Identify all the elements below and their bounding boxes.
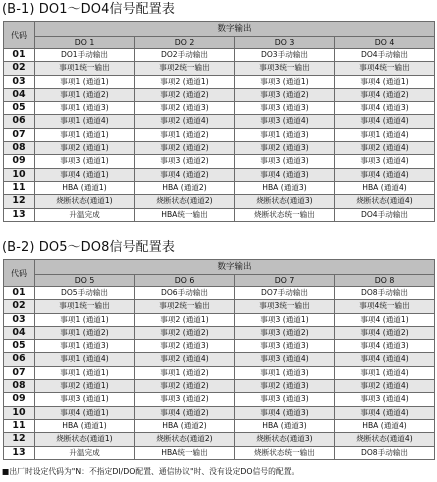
table-cell: 事项1 (通道2) bbox=[135, 366, 235, 379]
table-cell: HBA (通道2) bbox=[135, 181, 235, 194]
table-cell: DO3手动输出 bbox=[235, 49, 335, 62]
row-code: 10 bbox=[4, 168, 35, 181]
table-row bbox=[4, 393, 435, 406]
table-row bbox=[4, 300, 435, 313]
table-cell: DO4手动输出 bbox=[335, 49, 435, 62]
table-cell: 事项2 (通道4) bbox=[135, 115, 235, 128]
column-header: DO 5 bbox=[35, 275, 135, 287]
table-cell: DO5手动输出 bbox=[35, 287, 135, 300]
table-cell: 事项2 (通道1) bbox=[135, 75, 235, 88]
table-row bbox=[4, 380, 435, 393]
table-cell: 事项1 (通道1) bbox=[35, 313, 135, 326]
table-row bbox=[4, 62, 435, 75]
table-cell: 事项2 (通道3) bbox=[135, 340, 235, 353]
table-cell: 事项4 (通道1) bbox=[335, 75, 435, 88]
row-code: 12 bbox=[4, 433, 35, 446]
table-cell: HBA (通道1) bbox=[35, 419, 135, 432]
table-row bbox=[4, 419, 435, 432]
table-cell: HBA统一输出 bbox=[135, 208, 235, 221]
table-cell: 事项3 (通道4) bbox=[335, 155, 435, 168]
table-cell: HBA (通道3) bbox=[235, 181, 335, 194]
table-cell: 事项3 (通道3) bbox=[235, 340, 335, 353]
code-column-header: 代码 bbox=[4, 22, 35, 49]
table-cell: DO1手动输出 bbox=[35, 49, 135, 62]
table-cell: 事项2 (通道3) bbox=[235, 380, 335, 393]
column-header: DO 3 bbox=[235, 37, 335, 49]
row-code: 09 bbox=[4, 155, 35, 168]
table-cell: 事项1 (通道4) bbox=[335, 128, 435, 141]
table-row bbox=[4, 49, 435, 62]
table-cell: 事项3统一输出 bbox=[235, 62, 335, 75]
row-code: 06 bbox=[4, 353, 35, 366]
table-cell: DO8手动输出 bbox=[335, 287, 435, 300]
table-cell: 事项3 (通道2) bbox=[135, 155, 235, 168]
table-row bbox=[4, 102, 435, 115]
table-cell: 事项4统一输出 bbox=[335, 300, 435, 313]
table-cell: 事项4 (通道1) bbox=[335, 313, 435, 326]
table-row bbox=[4, 195, 435, 208]
row-code: 11 bbox=[4, 181, 35, 194]
digital-output-group-header: 数字输出 bbox=[35, 260, 435, 275]
table-cell: HBA统一输出 bbox=[135, 446, 235, 459]
table-row bbox=[4, 181, 435, 194]
column-header: DO 8 bbox=[335, 275, 435, 287]
table-cell: 事项4 (通道4) bbox=[335, 168, 435, 181]
table-row bbox=[4, 208, 435, 221]
table-cell: 烧断状态统一输出 bbox=[235, 446, 335, 459]
row-code: 08 bbox=[4, 380, 35, 393]
table-row bbox=[4, 446, 435, 459]
table-cell: 事项2 (通道4) bbox=[335, 380, 435, 393]
table-cell: 事项1 (通道4) bbox=[335, 366, 435, 379]
table-cell: 事项4 (通道3) bbox=[335, 340, 435, 353]
table-cell: HBA (通道4) bbox=[335, 181, 435, 194]
table-cell: 事项1 (通道4) bbox=[35, 115, 135, 128]
table-row bbox=[4, 313, 435, 326]
table-cell: 烧断状态(通道2) bbox=[135, 195, 235, 208]
row-code: 12 bbox=[4, 195, 35, 208]
table-cell: 事项4 (通道4) bbox=[335, 353, 435, 366]
row-code: 06 bbox=[4, 115, 35, 128]
table-cell: 事项4 (通道4) bbox=[335, 115, 435, 128]
row-code: 09 bbox=[4, 393, 35, 406]
row-code: 13 bbox=[4, 446, 35, 459]
table-row bbox=[4, 366, 435, 379]
table-row bbox=[4, 88, 435, 101]
table-cell: 事项4 (通道3) bbox=[235, 406, 335, 419]
table-cell: 烧断状态(通道4) bbox=[335, 433, 435, 446]
table-cell: 烧断状态(通道1) bbox=[35, 195, 135, 208]
do1-do4-signal-table bbox=[3, 21, 435, 222]
table-cell: 事项2统一输出 bbox=[135, 300, 235, 313]
table-cell: DO2手动输出 bbox=[135, 49, 235, 62]
row-code: 02 bbox=[4, 62, 35, 75]
footnote: ■出厂时设定代码为"N：不指定DI/DO配置、通信协议"时、没有设定DO信号的配置。 bbox=[2, 467, 300, 476]
table-cell: 事项2 (通道2) bbox=[135, 326, 235, 339]
table-cell: 升温完成 bbox=[35, 446, 135, 459]
table-title-b1: (B-1) DO1～DO4信号配置表 bbox=[2, 2, 175, 17]
row-code: 07 bbox=[4, 366, 35, 379]
table-cell: 事项3 (通道2) bbox=[235, 326, 335, 339]
table-cell: 事项3 (通道3) bbox=[235, 155, 335, 168]
row-code: 02 bbox=[4, 300, 35, 313]
row-code: 04 bbox=[4, 88, 35, 101]
column-header: DO 6 bbox=[135, 275, 235, 287]
table-cell: HBA (通道3) bbox=[235, 419, 335, 432]
row-code: 05 bbox=[4, 340, 35, 353]
table-cell: 事项3 (通道1) bbox=[35, 393, 135, 406]
row-code: 03 bbox=[4, 75, 35, 88]
table-cell: 事项3 (通道4) bbox=[235, 353, 335, 366]
code-column-header: 代码 bbox=[4, 260, 35, 287]
table-row bbox=[4, 115, 435, 128]
table-cell: 烧断状态(通道4) bbox=[335, 195, 435, 208]
column-header: DO 1 bbox=[35, 37, 135, 49]
table-cell: 事项1 (通道3) bbox=[235, 128, 335, 141]
table-cell: 烧断状态统一输出 bbox=[235, 208, 335, 221]
row-code: 13 bbox=[4, 208, 35, 221]
table-cell: 事项1 (通道2) bbox=[135, 128, 235, 141]
table-cell: 事项1 (通道3) bbox=[35, 102, 135, 115]
table-cell: 事项3 (通道1) bbox=[35, 155, 135, 168]
table-cell: 事项2 (通道3) bbox=[135, 102, 235, 115]
row-code: 03 bbox=[4, 313, 35, 326]
table-cell: 烧断状态(通道2) bbox=[135, 433, 235, 446]
column-header: DO 2 bbox=[135, 37, 235, 49]
table-row bbox=[4, 168, 435, 181]
table-cell: 事项4 (通道1) bbox=[35, 406, 135, 419]
table-cell: 事项4统一输出 bbox=[335, 62, 435, 75]
table-cell: 事项3 (通道4) bbox=[235, 115, 335, 128]
row-code: 04 bbox=[4, 326, 35, 339]
table-cell: DO6手动输出 bbox=[135, 287, 235, 300]
table-row bbox=[4, 353, 435, 366]
table-cell: 事项4 (通道4) bbox=[335, 406, 435, 419]
table-cell: 事项2 (通道2) bbox=[135, 88, 235, 101]
table-cell: HBA (通道1) bbox=[35, 181, 135, 194]
table-row bbox=[4, 142, 435, 155]
row-code: 05 bbox=[4, 102, 35, 115]
table-cell: 事项4 (通道1) bbox=[35, 168, 135, 181]
table-cell: 事项2 (通道2) bbox=[135, 380, 235, 393]
table-row bbox=[4, 128, 435, 141]
table-cell: 事项3统一输出 bbox=[235, 300, 335, 313]
column-header: DO 7 bbox=[235, 275, 335, 287]
table-cell: 升温完成 bbox=[35, 208, 135, 221]
table-cell: 烧断状态(通道3) bbox=[235, 433, 335, 446]
table-row bbox=[4, 406, 435, 419]
table-cell: 事项2 (通道4) bbox=[335, 142, 435, 155]
table-cell: 事项2 (通道1) bbox=[35, 142, 135, 155]
table-cell: 事项4 (通道2) bbox=[335, 326, 435, 339]
table-cell: 事项2 (通道1) bbox=[135, 313, 235, 326]
table-cell: 事项4 (通道2) bbox=[335, 88, 435, 101]
row-code: 01 bbox=[4, 49, 35, 62]
table-cell: HBA (通道2) bbox=[135, 419, 235, 432]
table-cell: 事项4 (通道2) bbox=[135, 168, 235, 181]
table-cell: DO7手动输出 bbox=[235, 287, 335, 300]
table-cell: HBA (通道4) bbox=[335, 419, 435, 432]
table-row bbox=[4, 433, 435, 446]
digital-output-group-header: 数字输出 bbox=[35, 22, 435, 37]
table-cell: 事项1 (通道2) bbox=[35, 326, 135, 339]
table-cell: 事项4 (通道3) bbox=[335, 102, 435, 115]
table-cell: 事项3 (通道2) bbox=[235, 88, 335, 101]
table-cell: 事项4 (通道3) bbox=[235, 168, 335, 181]
table-cell: 事项1统一输出 bbox=[35, 62, 135, 75]
table-cell: 烧断状态(通道3) bbox=[235, 195, 335, 208]
table-title-b2: (B-2) DO5～DO8信号配置表 bbox=[2, 240, 175, 255]
table-cell: 事项2 (通道1) bbox=[35, 380, 135, 393]
table-row bbox=[4, 155, 435, 168]
table-cell: 事项2 (通道4) bbox=[135, 353, 235, 366]
table-cell: 事项1 (通道1) bbox=[35, 366, 135, 379]
table-cell: 事项1统一输出 bbox=[35, 300, 135, 313]
do5-do8-signal-table bbox=[3, 259, 435, 460]
table-cell: 事项1 (通道1) bbox=[35, 128, 135, 141]
table-cell: DO8手动输出 bbox=[335, 446, 435, 459]
table-cell: 事项1 (通道3) bbox=[235, 366, 335, 379]
table-cell: 事项3 (通道3) bbox=[235, 102, 335, 115]
table-row bbox=[4, 75, 435, 88]
table-row bbox=[4, 326, 435, 339]
table-cell: 事项4 (通道2) bbox=[135, 406, 235, 419]
table-cell: 事项3 (通道1) bbox=[235, 75, 335, 88]
table-cell: DO4手动输出 bbox=[335, 208, 435, 221]
table-cell: 事项2 (通道3) bbox=[235, 142, 335, 155]
row-code: 11 bbox=[4, 419, 35, 432]
table-cell: 事项1 (通道1) bbox=[35, 75, 135, 88]
table-cell: 事项2统一输出 bbox=[135, 62, 235, 75]
table-cell: 事项3 (通道3) bbox=[235, 393, 335, 406]
column-header: DO 4 bbox=[335, 37, 435, 49]
table-cell: 事项3 (通道4) bbox=[335, 393, 435, 406]
table-cell: 烧断状态(通道1) bbox=[35, 433, 135, 446]
table-row bbox=[4, 287, 435, 300]
table-cell: 事项1 (通道4) bbox=[35, 353, 135, 366]
table-row bbox=[4, 340, 435, 353]
row-code: 01 bbox=[4, 287, 35, 300]
table-cell: 事项1 (通道2) bbox=[35, 88, 135, 101]
row-code: 10 bbox=[4, 406, 35, 419]
table-cell: 事项3 (通道2) bbox=[135, 393, 235, 406]
row-code: 07 bbox=[4, 128, 35, 141]
row-code: 08 bbox=[4, 142, 35, 155]
table-cell: 事项1 (通道3) bbox=[35, 340, 135, 353]
table-cell: 事项3 (通道1) bbox=[235, 313, 335, 326]
table-cell: 事项2 (通道2) bbox=[135, 142, 235, 155]
